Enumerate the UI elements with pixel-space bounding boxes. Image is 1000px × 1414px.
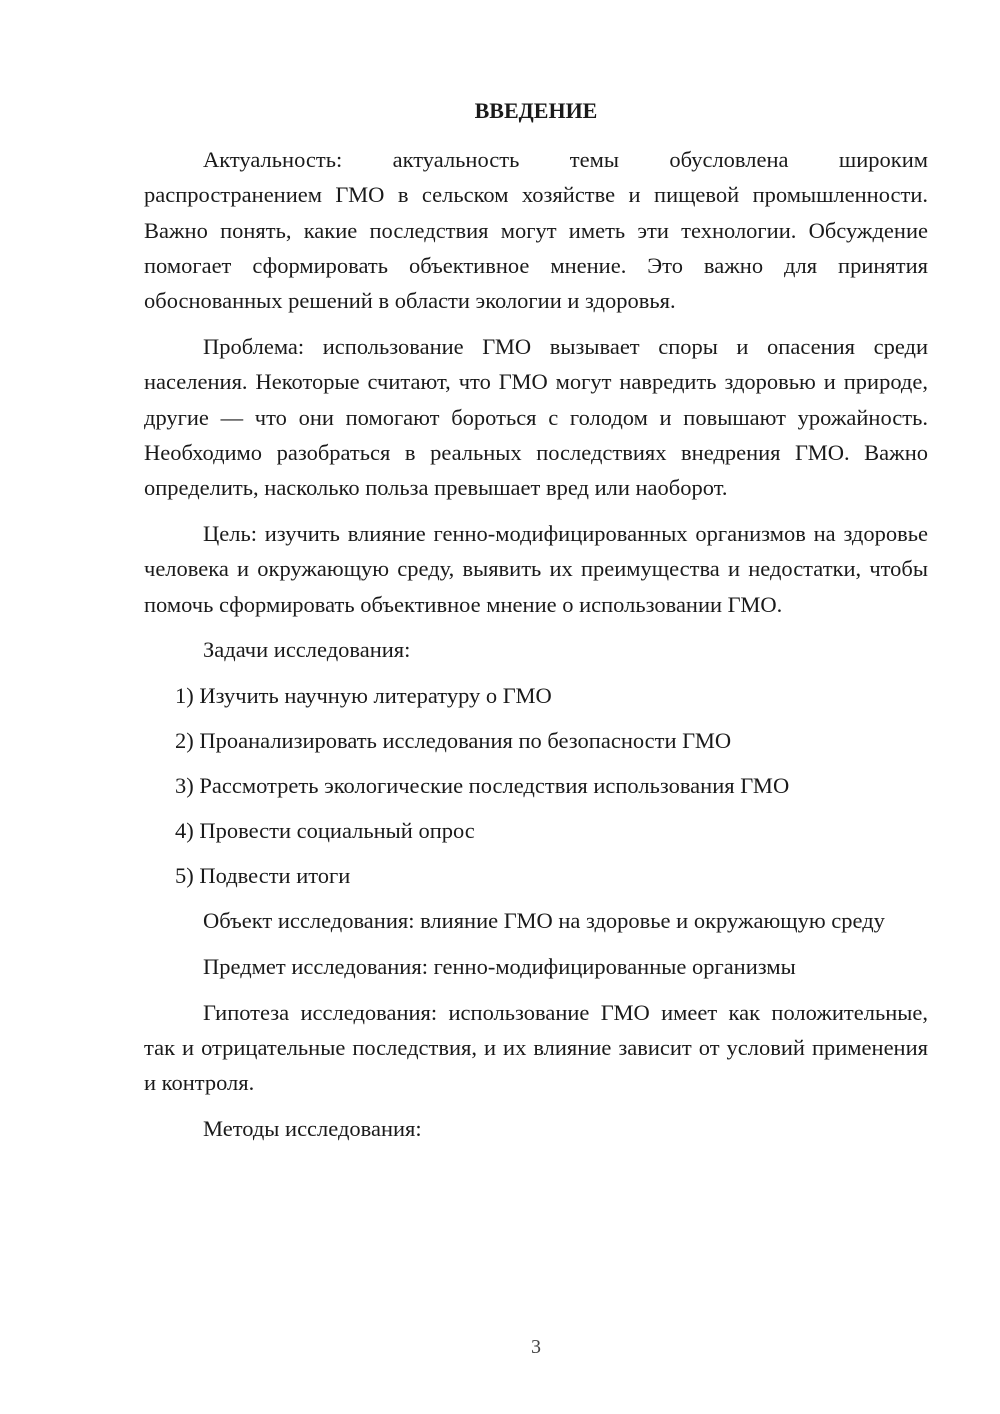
- paragraph-problem: Проблема: использование ГМО вызывает споры и опасения среди населения. Некоторые считают, что ГМО могут навредить здоровью и природе, другие — что они помогают бороться с голодом и повышают урожайность. Необходимо разобраться в реальных последствиях внедрения ГМО. Важно определить, насколько польза превышает вред или наоборот.: [144, 333, 928, 501]
- list-item-task-2: 2) Проанализировать исследования по безопасности ГМО: [175, 727, 732, 753]
- list-item-task-1: 1) Изучить научную литературу о ГМО: [175, 682, 552, 708]
- paragraph-hypothesis: Гипотеза исследования: использование ГМО имеет как положительные, так и отрицательные последствия, и их влияние зависит от условий применения и контроля.: [144, 999, 928, 1096]
- list-item-task-3: 3) Рассмотреть экологические последствия использования ГМО: [175, 772, 790, 798]
- page-heading: ВВЕДЕНИЕ: [474, 98, 598, 123]
- tasks-title: Задачи исследования:: [203, 637, 411, 663]
- page-number: 3: [531, 1336, 541, 1358]
- list-item-task-5: 5) Подвести итоги: [175, 862, 351, 888]
- methods-title: Методы исследования:: [203, 1116, 422, 1142]
- paragraph-object: Объект исследования: влияние ГМО на здоровье и окружающую среду: [203, 908, 885, 934]
- paragraph-goal: Цель: изучить влияние генно-модифицированных организмов на здоровье человека и окружающую среду, выявить их преимущества и недостатки, чтобы помочь сформировать объективное мнение о использовании ГМО.: [144, 520, 928, 617]
- list-item-task-4: 4) Провести социальный опрос: [175, 817, 475, 843]
- paragraph-subject: Предмет исследования: генно-модифицированные организмы: [203, 953, 796, 979]
- paragraph-relevance: Актуальность: актуальность темы обусловлена широким распространением ГМО в сельском хозяйстве и пищевой промышленности. Важно понять, какие последствия могут иметь эти технологии. Обсуждение помогает сформировать объективное мнение. Это важно для принятия обоснованных решений в области экологии и здоровья.: [144, 147, 928, 314]
- body-text: [144, 142, 928, 1146]
